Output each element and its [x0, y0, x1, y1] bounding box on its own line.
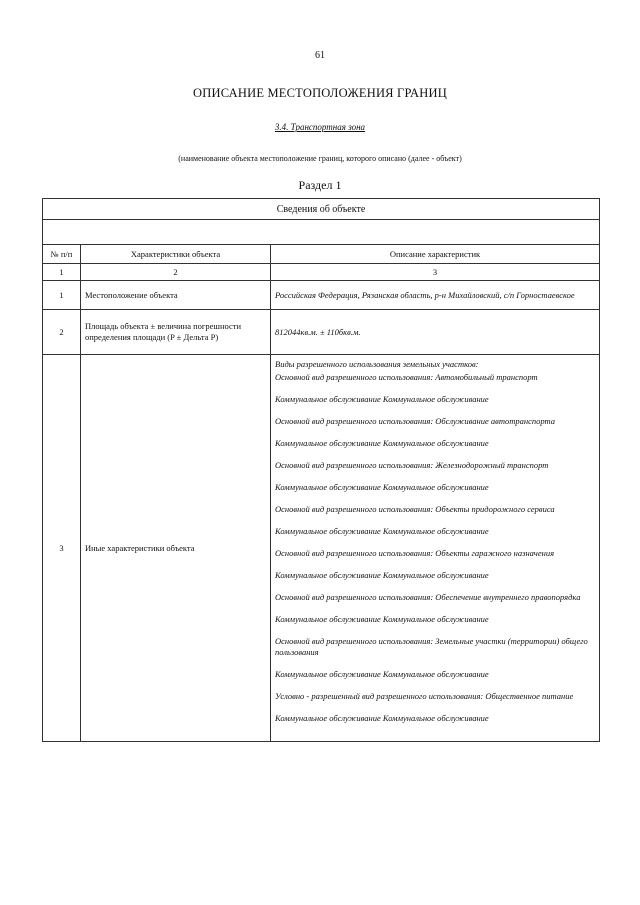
row-characteristic: Местоположение объекта: [81, 281, 271, 310]
list-item: Основной вид разрешенного использования: Автомобильный транспорт: [275, 372, 538, 382]
document-title: ОПИСАНИЕ МЕСТОПОЛОЖЕНИЯ ГРАНИЦ: [193, 86, 447, 100]
table-index-row: [43, 264, 600, 281]
table-row: [43, 310, 600, 355]
object-note: (наименование объекта местоположение границ, которого описано (далее - объект): [178, 154, 462, 163]
index-3: 3: [271, 264, 600, 281]
table-title: Сведения об объекте: [43, 199, 600, 220]
section-title: Раздел 1: [298, 178, 342, 192]
header-number: № п/п: [43, 245, 81, 264]
list-item: Основной вид разрешенного использования: Железнодорожный транспорт: [275, 460, 549, 470]
zone-name: [0, 122, 640, 132]
list-item: Основной вид разрешенного использования: Объекты гаражного назначения: [275, 548, 555, 558]
list-item: Коммунальное обслуживание Коммунальное обслуживание: [275, 614, 489, 624]
list-item: Виды разрешенного использования земельных участков:: [275, 359, 479, 369]
row-description: Российская Федерация, Рязанская область, р-н Михайловский, с/п Горностаевское: [271, 281, 600, 310]
list-item: Коммунальное обслуживание Коммунальное обслуживание: [275, 570, 489, 580]
header-description: Описание характеристик: [271, 245, 600, 264]
list-item: Коммунальное обслуживание Коммунальное обслуживание: [275, 713, 489, 723]
object-info-table: [42, 198, 600, 742]
list-item: Условно - разрешенный вид разрешенного использования: Общественное питание: [275, 691, 574, 701]
index-2: 2: [81, 264, 271, 281]
header-characteristic: Характеристики объекта: [81, 245, 271, 264]
table-blank-row: [43, 220, 600, 245]
table-blank-cell: [43, 220, 600, 245]
list-item: Коммунальное обслуживание Коммунальное обслуживание: [275, 526, 489, 536]
table-row: [43, 355, 600, 742]
permitted-uses-list: [275, 359, 595, 724]
list-item: Коммунальное обслуживание Коммунальное обслуживание: [275, 438, 489, 448]
row-number: 1: [43, 281, 81, 310]
row-description: 812044кв.м. ± 110бкв.м.: [271, 310, 600, 355]
page-number: 61: [315, 50, 325, 61]
list-item: Основной вид разрешенного использования: Земельные участки (территории) общего пользования: [275, 636, 588, 657]
table-title-row: [43, 199, 600, 220]
list-item: Основной вид разрешенного использования: Объекты придорожного сервиса: [275, 504, 555, 514]
row-characteristic: Площадь объекта ± величина погрешности определения площади (P ± Дельта P): [81, 310, 271, 355]
list-item: Основной вид разрешенного использования: Обеспечение внутреннего правопорядка: [275, 592, 581, 602]
list-item: Коммунальное обслуживание Коммунальное обслуживание: [275, 482, 489, 492]
list-item: Коммунальное обслуживание Коммунальное обслуживание: [275, 394, 489, 404]
row-number: 3: [43, 355, 81, 742]
row-characteristic: Иные характеристики объекта: [81, 355, 271, 742]
row-number: 2: [43, 310, 81, 355]
list-item: Основной вид разрешенного использования: Обслуживание автотранспорта: [275, 416, 555, 426]
index-1: 1: [43, 264, 81, 281]
table-header-row: [43, 245, 600, 264]
row-description: [271, 355, 600, 742]
zone-name-text: 3.4. Транспортная зона: [274, 122, 366, 132]
table-row: [43, 281, 600, 310]
list-item: Коммунальное обслуживание Коммунальное обслуживание: [275, 669, 489, 679]
